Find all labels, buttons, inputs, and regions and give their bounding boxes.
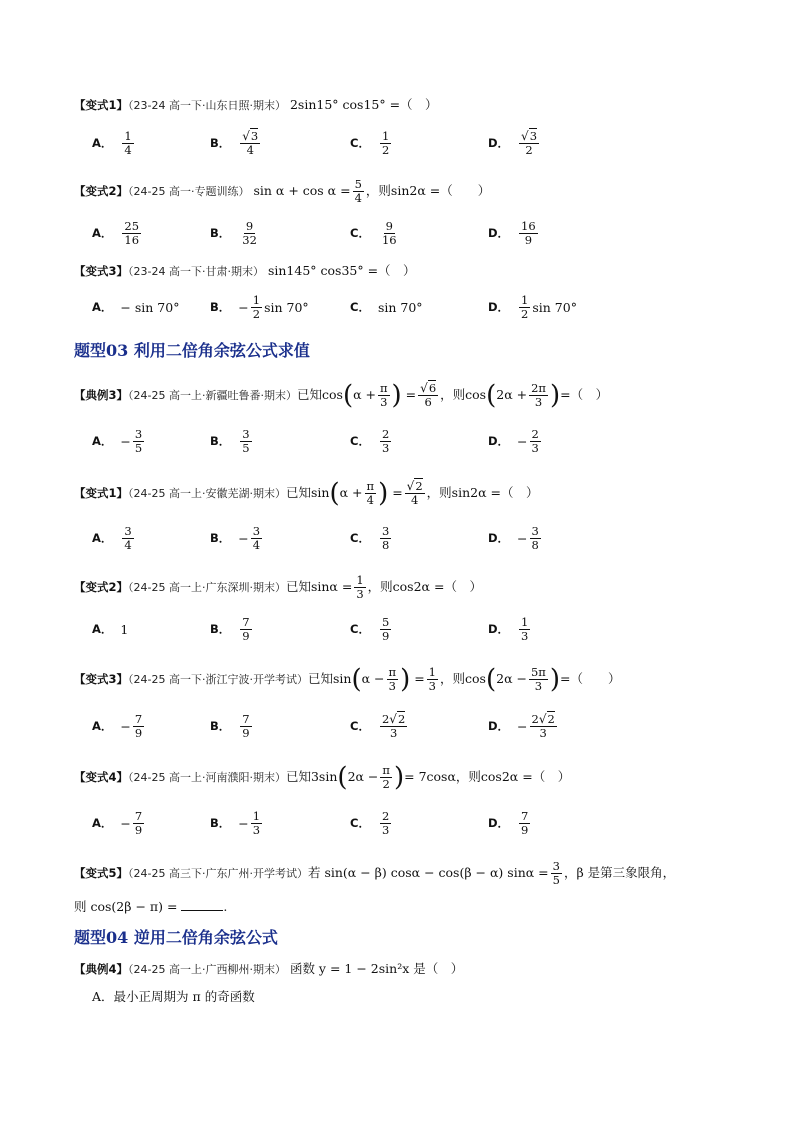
question-source: （24-25 高一上·安徽芜湖·期末）: [128, 487, 286, 500]
question-tag: 【典例4】: [74, 962, 129, 976]
option-a[interactable]: A． $\frac{3}{4}$: [92, 523, 132, 552]
option-b[interactable]: B． − $\frac{3}{4}$: [210, 523, 261, 552]
example-4: [74, 960, 463, 979]
option-b[interactable]: B． $\frac{7}{9}$: [210, 711, 250, 740]
question-expression: 函数 y = 1 − 2sin²x 是（ ）: [289, 961, 464, 976]
question-tag: 【变式3】: [74, 264, 129, 278]
question-source: （24-25 高三下·广东广州·开学考试）: [128, 867, 308, 880]
option-a[interactable]: A． − $\frac{7}{9}$: [92, 808, 143, 837]
options-2a: [74, 216, 734, 250]
option-b[interactable]: B． − $\frac{1}{3}$: [210, 808, 261, 837]
option-d[interactable]: D． − $\frac{2√2}{3}$: [488, 711, 555, 740]
question-source: （24-25 高一上·广东深圳·期末）: [128, 581, 286, 594]
option-d[interactable]: D． $\frac{1}{3}$: [488, 614, 529, 643]
question-source: （23-24 高一下·甘肃·期末）: [128, 265, 264, 278]
question-variant-1a: [74, 96, 438, 115]
option-c[interactable]: C． $\frac{2}{3}$: [350, 426, 390, 455]
option-a[interactable]: A． − $\frac{3}{5}$: [92, 426, 143, 455]
option-c[interactable]: C． $\frac{2}{3}$: [350, 808, 390, 837]
question-variant-4: 【变式4】（24-25 高一上·河南濮阳·期末）已知3sin(2α − $\frac{\pi}{2}$ )= 7cosα，则cos2α =（ ）: [74, 762, 571, 793]
question-tag: 【变式1】: [74, 98, 129, 112]
option-c[interactable]: C． $\frac{5}{9}$: [350, 614, 390, 643]
option-b[interactable]: B． $\frac{3}{5}$: [210, 426, 250, 455]
question-expression: 2sin15° cos15° =（ ）: [289, 97, 438, 112]
option-a[interactable]: A． 1: [92, 621, 129, 637]
question-expression: ，则sin2α =（ ）: [365, 183, 491, 198]
option-d[interactable]: D． − $\frac{2}{3}$: [488, 426, 539, 455]
question-source: （24-25 高一·专题训练）: [128, 185, 250, 198]
question-variant-2b: 【变式2】（24-25 高一上·广东深圳·期末）已知sinα = $\frac{1}{3}$ ，则cos2α =（ ）: [74, 573, 482, 601]
options-v4: [74, 806, 734, 840]
option-a[interactable]: A．最小正周期为 π 的奇函数: [92, 989, 255, 1004]
question-tag: 【变式2】: [74, 580, 129, 594]
option-c[interactable]: C． $\frac{1}{2}$: [350, 128, 390, 157]
question-source: （24-25 高一上·广西柳州·期末）: [128, 963, 286, 976]
options-1a: [74, 126, 734, 160]
section-heading: 题型03 利用二倍角余弦公式求值: [74, 341, 310, 360]
question-variant-5: 【变式5】（24-25 高三下·广东广州·开学考试）若 sin(α − β) cosα − cos(β − α) sinα = $\frac{3}{5}$ ，β 是第三象限角，: [74, 859, 676, 887]
option-c[interactable]: C． $\frac{2√2}{3}$: [350, 711, 406, 740]
question-tag: 【变式3】: [74, 672, 129, 686]
option-d[interactable]: D． $\frac{16}{9}$: [488, 218, 536, 247]
option-d[interactable]: D． $\frac{7}{9}$: [488, 808, 529, 837]
options-v3: [74, 709, 734, 743]
question-source: （24-25 高一下·浙江宁波·开学考试）: [128, 673, 308, 686]
option-a[interactable]: A． − $\frac{7}{9}$: [92, 711, 143, 740]
question-variant-1b: 【变式1】（24-25 高一上·安徽芜湖·期末）已知sin(α + $\frac{\pi}{4}$ ) = $\frac{√2}{4}$ ，则sin2α =（ ）: [74, 478, 539, 509]
option-c[interactable]: C． $\frac{3}{8}$: [350, 523, 390, 552]
question-tag: 【变式1】: [74, 486, 129, 500]
option-c[interactable]: C． sin 70°: [350, 299, 423, 315]
options-e3: [74, 424, 734, 458]
option-b[interactable]: B． − $\frac{1}{2}$ sin 70°: [210, 292, 309, 321]
question-variant-3a: [74, 262, 416, 281]
example-3: 【典例3】（24-25 高一上·新疆吐鲁番·期末）已知cos(α + $\frac{\pi}{3}$ ) = $\frac{√6}{6}$ ，则cos(2α + $\frac{2\pi}{3}$ )=（ ）: [74, 380, 609, 411]
question-variant-5-line2: 则 cos(2β − π) = .: [74, 899, 228, 914]
option-a[interactable]: A． $\frac{1}{4}$: [92, 128, 132, 157]
option-a[interactable]: A． − sin 70°: [92, 299, 180, 315]
options-v1: [74, 521, 734, 555]
question-source: （24-25 高一上·新疆吐鲁番·期末）: [128, 389, 297, 402]
question-source: （23-24 高一下·山东日照·期末）: [128, 99, 286, 112]
option-d[interactable]: D． $\frac{1}{2}$ sin 70°: [488, 292, 577, 321]
question-tag: 【变式4】: [74, 770, 129, 784]
options-v2: [74, 612, 734, 646]
option-d[interactable]: D． − $\frac{3}{8}$: [488, 523, 539, 552]
option-c[interactable]: C． $\frac{9}{16}$: [350, 218, 397, 247]
question-tag: 【变式5】: [74, 866, 129, 880]
option-b[interactable]: B． $\frac{9}{32}$: [210, 218, 257, 247]
option-d[interactable]: D． $\frac{√3}{2}$: [488, 128, 538, 157]
option-b[interactable]: B． $\frac{√3}{4}$: [210, 128, 259, 157]
question-tag: 【变式2】: [74, 184, 129, 198]
answer-blank[interactable]: [181, 910, 223, 911]
option-a[interactable]: A． $\frac{25}{16}$: [92, 218, 140, 247]
options-3a: [74, 290, 734, 324]
question-variant-3b: 【变式3】（24-25 高一下·浙江宁波·开学考试）已知sin(α − $\frac{\pi}{3}$ ) = $\frac{1}{3}$ ，则cos(2α − $\frac{5\pi}{3}$ )=（ ）: [74, 664, 621, 695]
question-source: （24-25 高一上·河南濮阳·期末）: [128, 771, 286, 784]
section-heading: 题型04 逆用二倍角余弦公式: [74, 928, 278, 947]
question-expression: sin145° cos35° =（ ）: [267, 263, 416, 278]
question-tag: 【典例3】: [74, 388, 129, 402]
question-variant-2a: 【变式2】（24-25 高一·专题训练） sin α + cos α = $\frac{5}{4}$ ，则sin2α =（ ）: [74, 177, 491, 205]
option-b[interactable]: B． $\frac{7}{9}$: [210, 614, 250, 643]
